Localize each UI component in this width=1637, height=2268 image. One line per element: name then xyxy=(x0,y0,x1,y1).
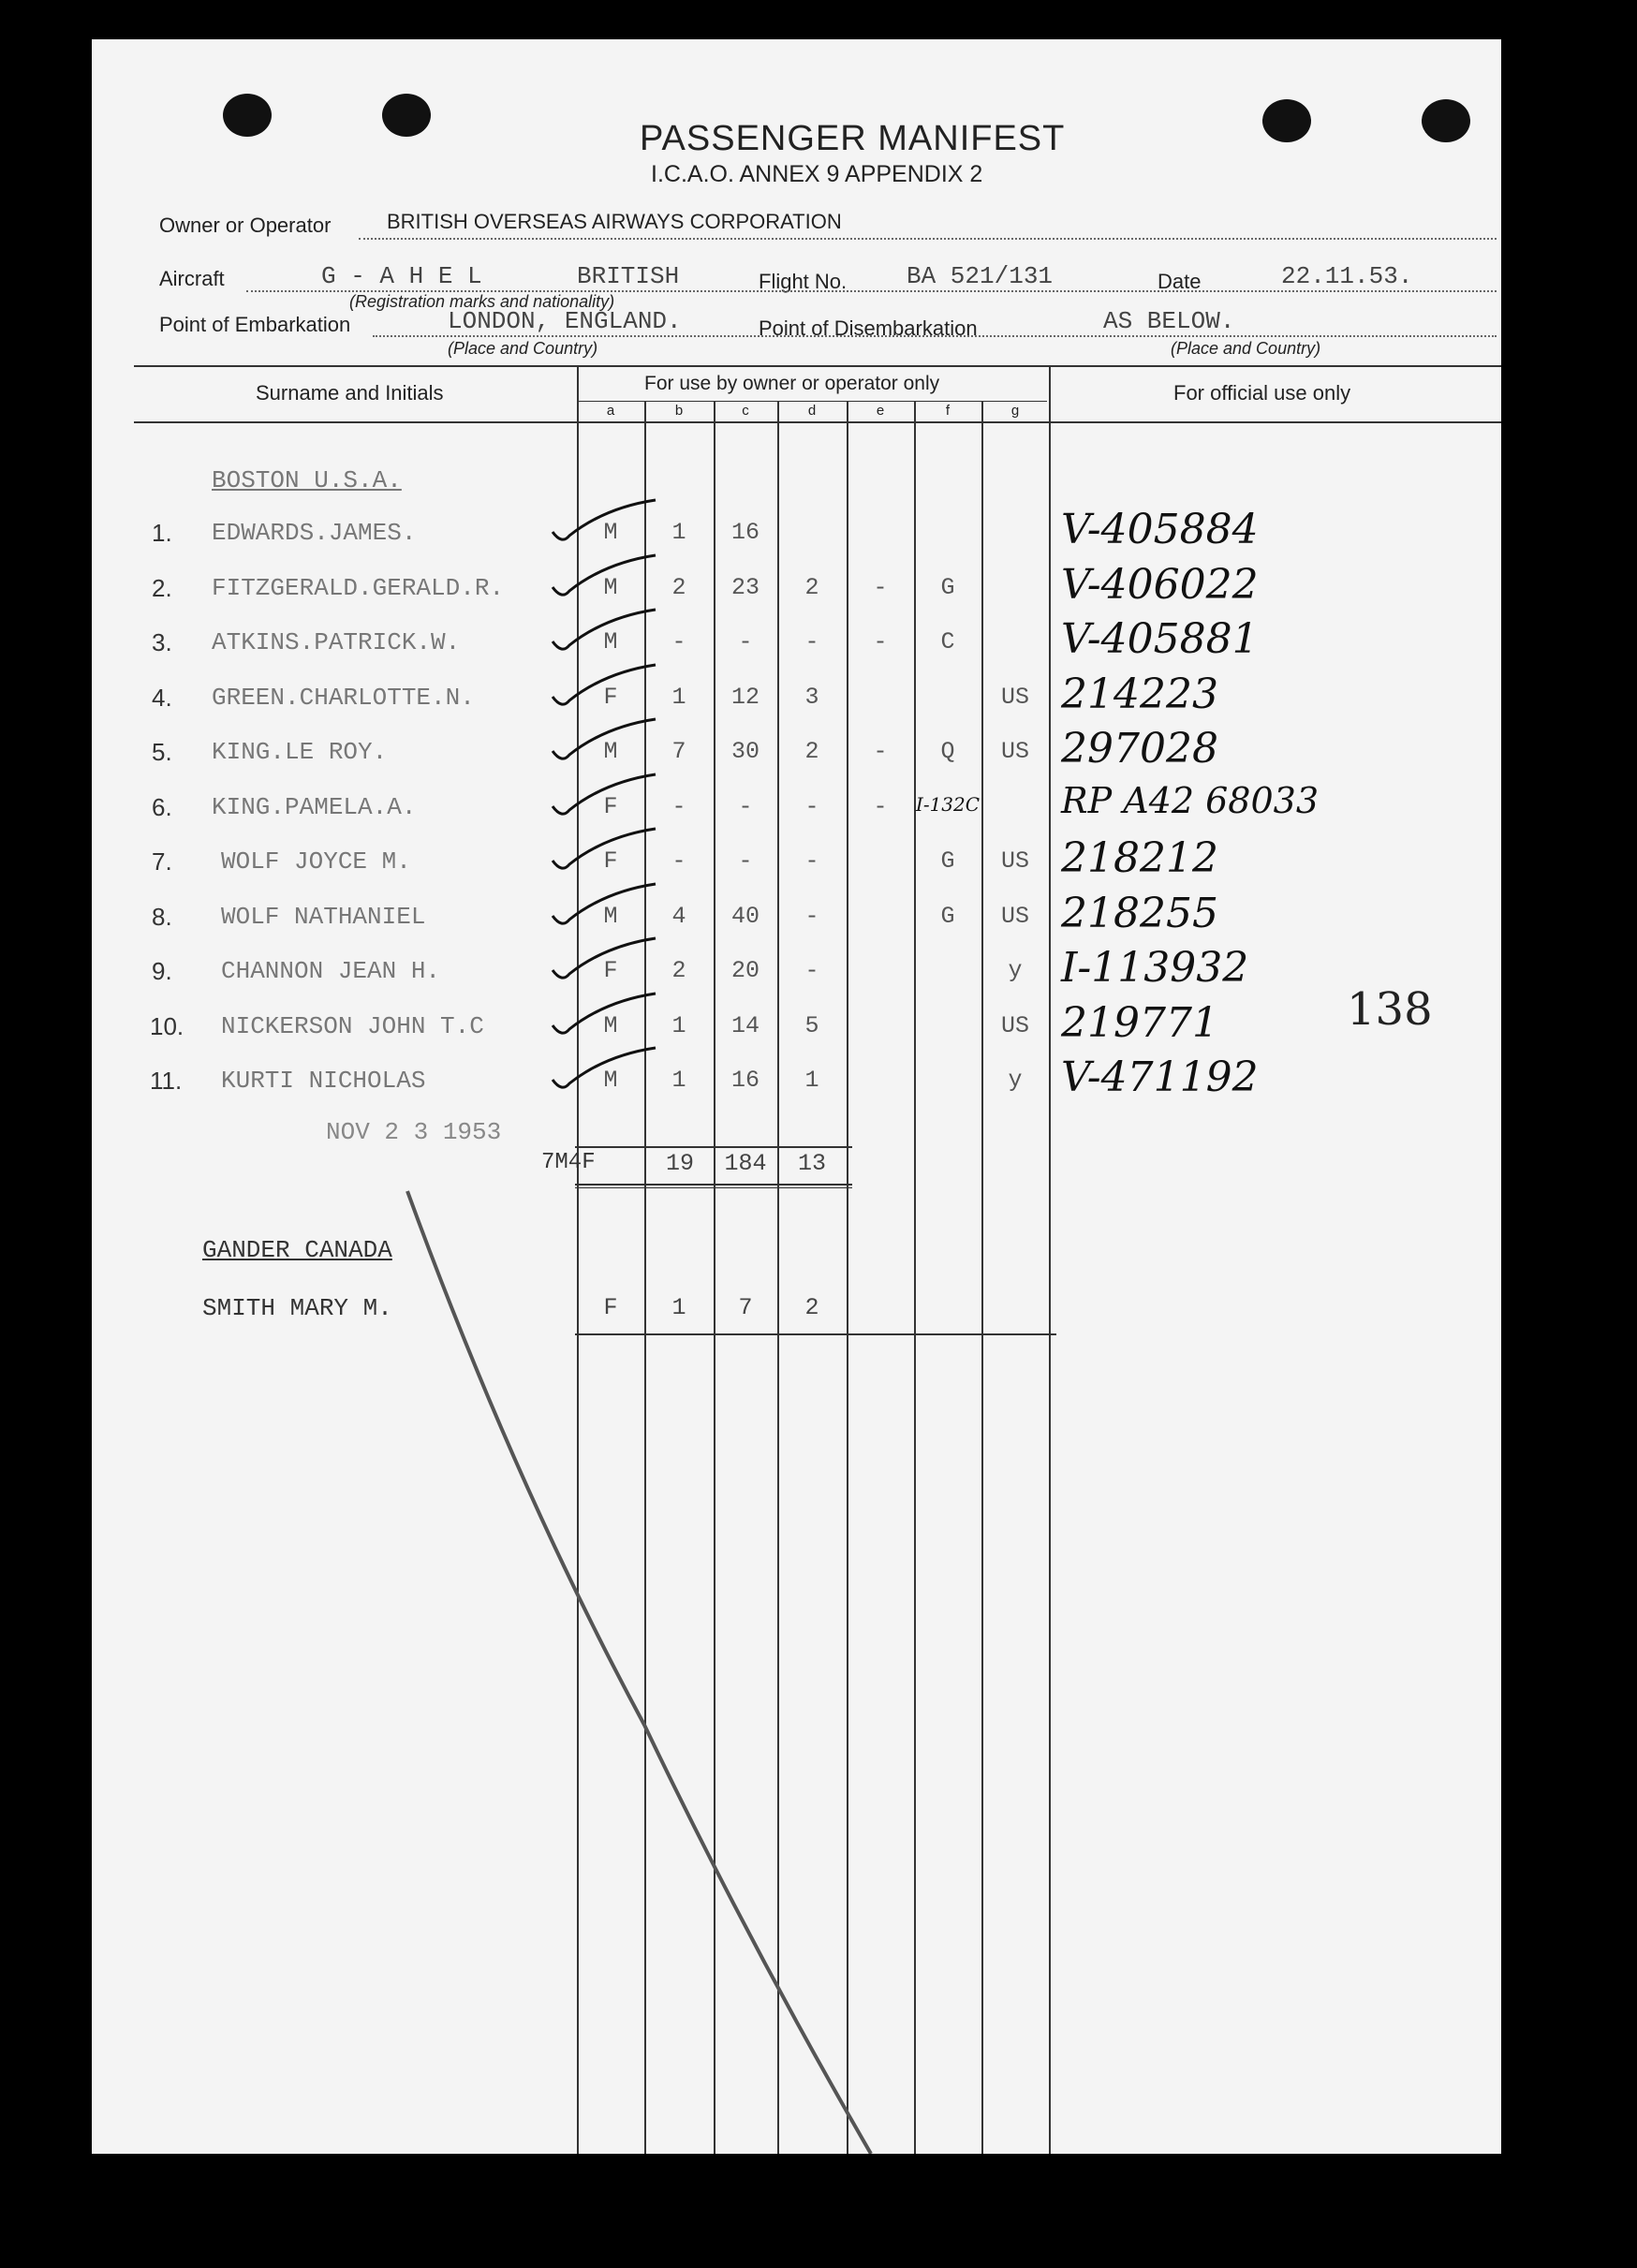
embark-caption: (Place and Country) xyxy=(448,339,598,358)
sub-column-label-c: c xyxy=(742,403,749,419)
passenger-name: KURTI NICHOLAS xyxy=(221,1067,426,1095)
cell-d: 1 xyxy=(804,1067,819,1094)
sub-column-label-g: g xyxy=(1010,403,1020,419)
row-number: 7. xyxy=(152,847,172,876)
row-number: 2. xyxy=(152,573,172,602)
cell-a: M xyxy=(603,738,618,765)
disembark-caption: (Place and Country) xyxy=(1171,339,1321,358)
received-date-stamp: NOV 2 3 1953 xyxy=(326,1118,502,1146)
cell-a: M xyxy=(603,519,618,546)
cell-a: F xyxy=(603,683,618,711)
document-subtitle: I.C.A.O. ANNEX 9 APPENDIX 2 xyxy=(651,161,983,187)
cell-b: - xyxy=(671,847,686,875)
flight-label: Flight No. xyxy=(759,270,848,293)
cell-e: - xyxy=(873,573,888,601)
cell-f: G xyxy=(940,847,955,875)
official-entry: 297028 xyxy=(1061,725,1218,773)
cell-e: - xyxy=(873,628,888,655)
passenger-name: WOLF JOYCE M. xyxy=(221,847,411,876)
cell-c: 40 xyxy=(730,902,760,930)
disembark-value: AS BELOW. xyxy=(1103,307,1235,335)
sub-column-label-e: e xyxy=(876,403,885,419)
official-entry: V-405881 xyxy=(1061,615,1259,663)
flight-value: BA 521/131 xyxy=(907,262,1054,290)
cell-g: y xyxy=(1008,957,1023,984)
cell-a: M xyxy=(603,1067,618,1094)
cell-d: 2 xyxy=(804,1294,819,1321)
embark-value: LONDON, ENGLAND. xyxy=(448,307,682,335)
total-c: 184 xyxy=(724,1150,767,1177)
cell-b: 7 xyxy=(671,738,686,765)
cell-d: - xyxy=(804,792,819,820)
official-entry: V-405884 xyxy=(1061,506,1259,553)
passenger-name: CHANNON JEAN H. xyxy=(221,957,441,985)
cell-c: 23 xyxy=(730,573,760,601)
cell-a: M xyxy=(603,628,618,655)
cell-f: Q xyxy=(940,738,955,765)
cell-c: 30 xyxy=(730,738,760,765)
official-entry: 218212 xyxy=(1061,834,1218,882)
cell-b: 1 xyxy=(671,1067,686,1094)
nationality-value: BRITISH xyxy=(577,262,680,290)
cell-g: y xyxy=(1008,1067,1023,1094)
row-number: 1. xyxy=(152,519,172,547)
passenger-name: ATKINS.PATRICK.W. xyxy=(212,628,461,656)
official-entry: 218255 xyxy=(1061,889,1218,937)
cell-d: - xyxy=(804,628,819,655)
cell-c: 16 xyxy=(730,519,760,546)
aircraft-label: Aircraft xyxy=(159,267,225,290)
aircraft-caption: (Registration marks and nationality) xyxy=(349,292,615,311)
cell-a: M xyxy=(603,902,618,930)
cell-c: 12 xyxy=(730,683,760,711)
passenger-name: KING.LE ROY. xyxy=(212,738,388,766)
date-label: Date xyxy=(1158,270,1202,293)
cell-g: US xyxy=(1000,847,1029,875)
cell-b: 4 xyxy=(671,902,686,930)
cell-d: - xyxy=(804,957,819,984)
margin-note: 138 xyxy=(1347,983,1433,1036)
cell-f: G xyxy=(940,902,955,930)
cell-b: - xyxy=(671,792,686,820)
row-number: 10. xyxy=(150,1011,184,1040)
cell-c: - xyxy=(738,847,753,875)
embark-label: Point of Embarkation xyxy=(159,313,351,336)
cell-f: C xyxy=(940,628,955,655)
row-number: 11. xyxy=(150,1067,183,1095)
cell-b: 2 xyxy=(671,957,686,984)
cell-g: US xyxy=(1000,683,1029,711)
cell-g: US xyxy=(1000,738,1029,765)
cell-b: 1 xyxy=(671,683,686,711)
cell-g: US xyxy=(1000,1011,1029,1039)
row-number: 9. xyxy=(152,957,172,985)
cell-a: F xyxy=(603,957,618,984)
cell-a: F xyxy=(603,847,618,875)
aircraft-value: G - A H E L xyxy=(321,262,482,290)
col-surname-header: Surname and Initials xyxy=(256,381,444,405)
row-number: 5. xyxy=(152,738,172,766)
owner-label: Owner or Operator xyxy=(159,214,332,237)
passenger-name: EDWARDS.JAMES. xyxy=(212,519,417,547)
passenger-name: FITZGERALD.GERALD.R. xyxy=(212,573,505,602)
cell-a: M xyxy=(603,1011,618,1039)
passenger-name: NICKERSON JOHN T.C xyxy=(221,1011,484,1040)
cell-d: 5 xyxy=(804,1011,819,1039)
official-entry: 214223 xyxy=(1061,670,1218,718)
sub-column-label-f: f xyxy=(945,403,951,419)
official-entry: I-113932 xyxy=(1061,944,1249,992)
owner-value: BRITISH OVERSEAS AIRWAYS CORPORATION xyxy=(387,210,842,233)
sub-column-label-d: d xyxy=(807,403,817,419)
cell-b: 1 xyxy=(671,1011,686,1039)
cell-b: - xyxy=(671,628,686,655)
cell-b: 1 xyxy=(671,519,686,546)
cell-d: 2 xyxy=(804,573,819,601)
official-entry: 219771 xyxy=(1061,998,1218,1047)
manifest-sheet xyxy=(92,39,1501,2154)
cell-c: - xyxy=(738,792,753,820)
cell-g: US xyxy=(1000,902,1029,930)
cell-c: 14 xyxy=(730,1011,760,1039)
passenger-name: KING.PAMELA.A. xyxy=(212,792,417,821)
official-entry: V-471192 xyxy=(1061,1053,1259,1101)
cell-c: 7 xyxy=(738,1294,753,1321)
cell-c: 16 xyxy=(730,1067,760,1094)
cell-f: G xyxy=(940,573,955,601)
date-value: 22.11.53. xyxy=(1281,262,1413,290)
total-b: 19 xyxy=(665,1150,694,1177)
document-title: PASSENGER MANIFEST xyxy=(640,119,1066,158)
disembark-label: Point of Disembarkation xyxy=(759,317,978,340)
sub-column-label-a: a xyxy=(606,403,615,419)
cell-d: 2 xyxy=(804,738,819,765)
row-number: 3. xyxy=(152,628,172,656)
cell-c: - xyxy=(738,628,753,655)
row-number: 6. xyxy=(152,792,172,821)
total-d: 13 xyxy=(797,1150,826,1177)
passenger-name: SMITH MARY M. xyxy=(202,1294,392,1322)
cell-d: - xyxy=(804,902,819,930)
cell-c: 20 xyxy=(730,957,760,984)
col-official-header: For official use only xyxy=(1173,381,1351,405)
passenger-name: GREEN.CHARLOTTE.N. xyxy=(212,683,475,712)
cell-a: F xyxy=(603,792,618,820)
section-heading-gander: GANDER CANADA xyxy=(202,1236,392,1264)
cell-e: - xyxy=(873,792,888,820)
col-owner-header: For use by owner or operator only xyxy=(644,373,940,394)
official-entry: RP A42 68033 xyxy=(1061,779,1320,821)
section-heading-boston: BOSTON U.S.A. xyxy=(212,466,402,494)
passenger-name: WOLF NATHANIEL xyxy=(221,902,426,931)
cell-e: - xyxy=(873,738,888,765)
pencil-strike-line xyxy=(92,39,1501,2154)
cell-b: 2 xyxy=(671,573,686,601)
row-number: 8. xyxy=(152,902,172,931)
official-entry: V-406022 xyxy=(1061,560,1259,609)
cell-b: 1 xyxy=(671,1294,686,1321)
cell-a: M xyxy=(603,573,618,601)
sub-column-label-b: b xyxy=(674,403,684,419)
total-a: 7M4F xyxy=(541,1150,596,1175)
cell-d: - xyxy=(804,847,819,875)
cell-d: 3 xyxy=(804,683,819,711)
cell-f: I-132C xyxy=(915,792,981,816)
row-number: 4. xyxy=(152,683,172,712)
cell-a: F xyxy=(603,1294,618,1321)
